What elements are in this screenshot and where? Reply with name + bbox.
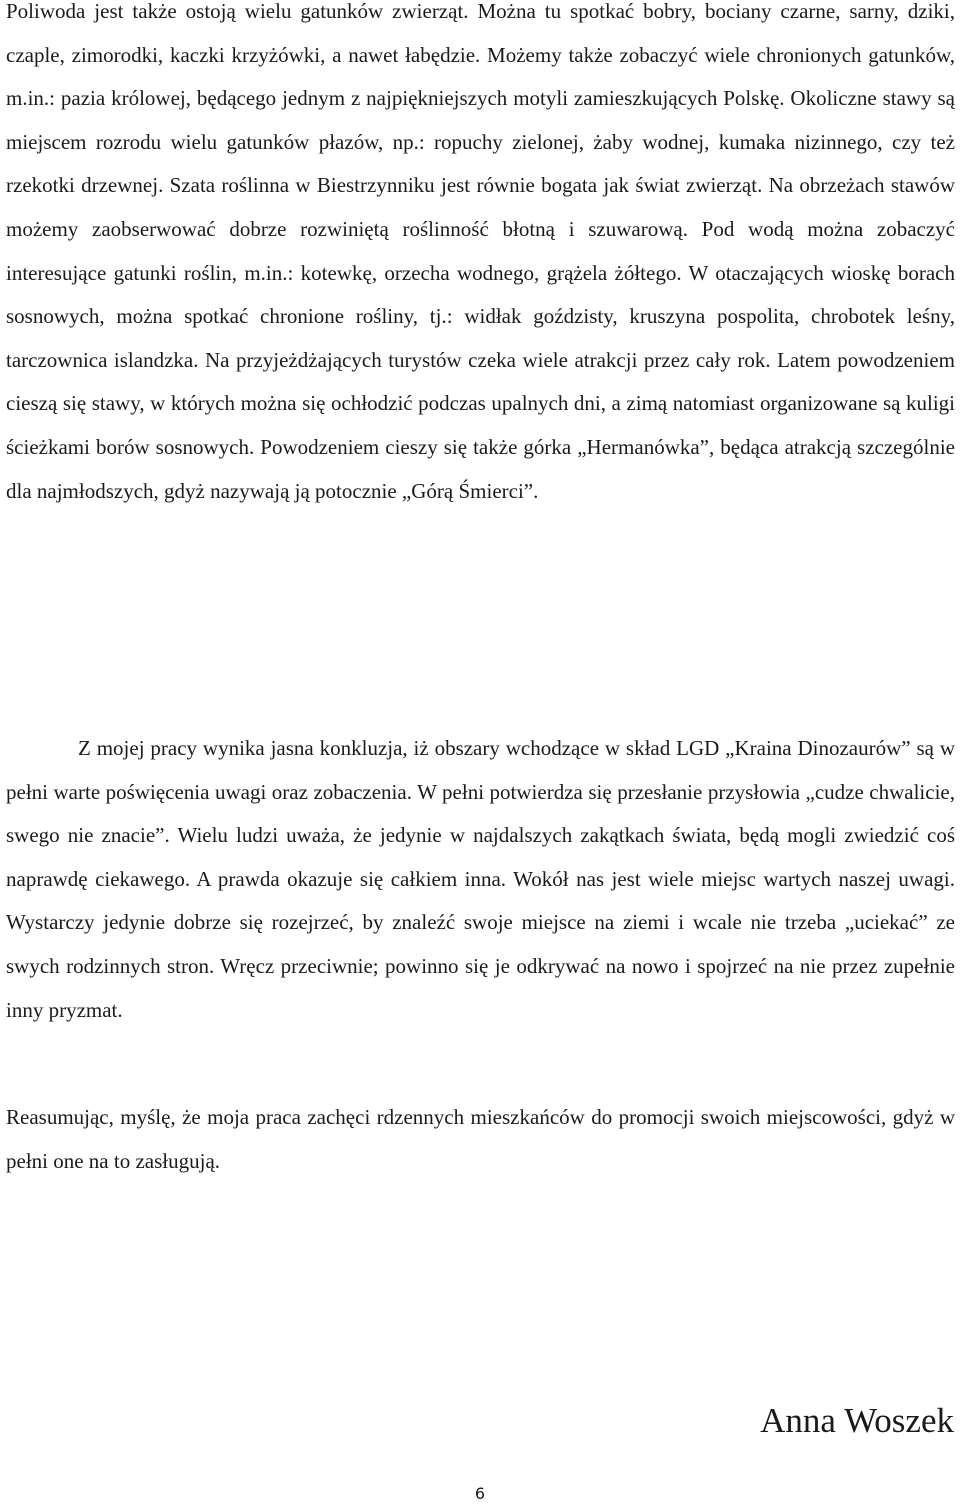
author-signature: Anna Woszek xyxy=(760,1401,954,1440)
paragraph-summary: Reasumując, myślę, że moja praca zachęci rdzennych mieszkańców do promocji swoich miejscowości, gdyż w pełni one na to zasługują. xyxy=(6,1105,955,1173)
page-number: 6 xyxy=(474,1484,486,1503)
paragraph-conclusion: Z mojej pracy wynika jasna konkluzja, iż obszary wchodzące w skład LGD „Kraina Dinozaurów” są w pełni warte poświęcenia uwagi oraz zobaczenia. W pełni potwierdza się przesłanie przysłowia „cudze chwalicie, swego nie znacie”. Wielu ludzi uważa, że jedynie w najdalszych zakątkach świata, będą mogli zwiedzić coś naprawdę ciekawego. A prawda okazuje się całkiem inna. Wokół nas jest wiele miejsc wartych naszej uwagi. Wystarczy jedynie dobrze się rozejrzeć, by znaleźć swoje miejsce na ziemi i wcale nie trzeba „uciekać” ze swych rodzinnych stron. Wręcz przeciwnie; powinno się je odkrywać na nowo i spojrzeć na nie przez zupełnie inny pryzmat. xyxy=(6,736,955,1022)
paragraph-fauna-flora: Poliwoda jest także ostoją wielu gatunków zwierząt. Można tu spotkać bobry, bociany czarne, sarny, dziki, czaple, zimorodki, kaczki krzyżówki, a nawet łabędzie. Możemy także zobaczyć wiele chronionych gatunków, m.in.: pazia królowej, będącego jednym z najpiękniejszych motyli zamieszkujących Polskę. Okoliczne stawy są miejscem rozrodu wielu gatunków płazów, np.: ropuchy zielonej, żaby wodnej, kumaka nizinnego, czy też rzekotki drzewnej. Szata roślinna w Biestrzynniku jest równie bogata jak świat zwierząt. Na obrzeżach stawów możemy zaobserwować dobrze rozwiniętą roślinność błotną i szuwarową. Pod wodą można zobaczyć interesujące gatunki roślin, m.in.: kotewkę, orzecha wodnego, grążela żółtego. W otaczających wioskę borach sosnowych, można spotkać chronione rośliny, tj.: widłak goździsty, kruszyna pospolita, chrobotek leśny, tarczownica islandzka. Na przyjeżdżających turystów czeka wiele atrakcji przez cały rok. Latem powodzeniem cieszą się stawy, w których można się ochłodzić podczas upalnych dni, a zimą natomiast organizowane są kuligi ścieżkami borów sosnowych. Powodzeniem cieszy się także górka „Hermanówka”, będąca atrakcją szczególnie dla najmłodszych, gdyż nazywają ją potocznie „Górą Śmierci”. xyxy=(6,0,955,503)
